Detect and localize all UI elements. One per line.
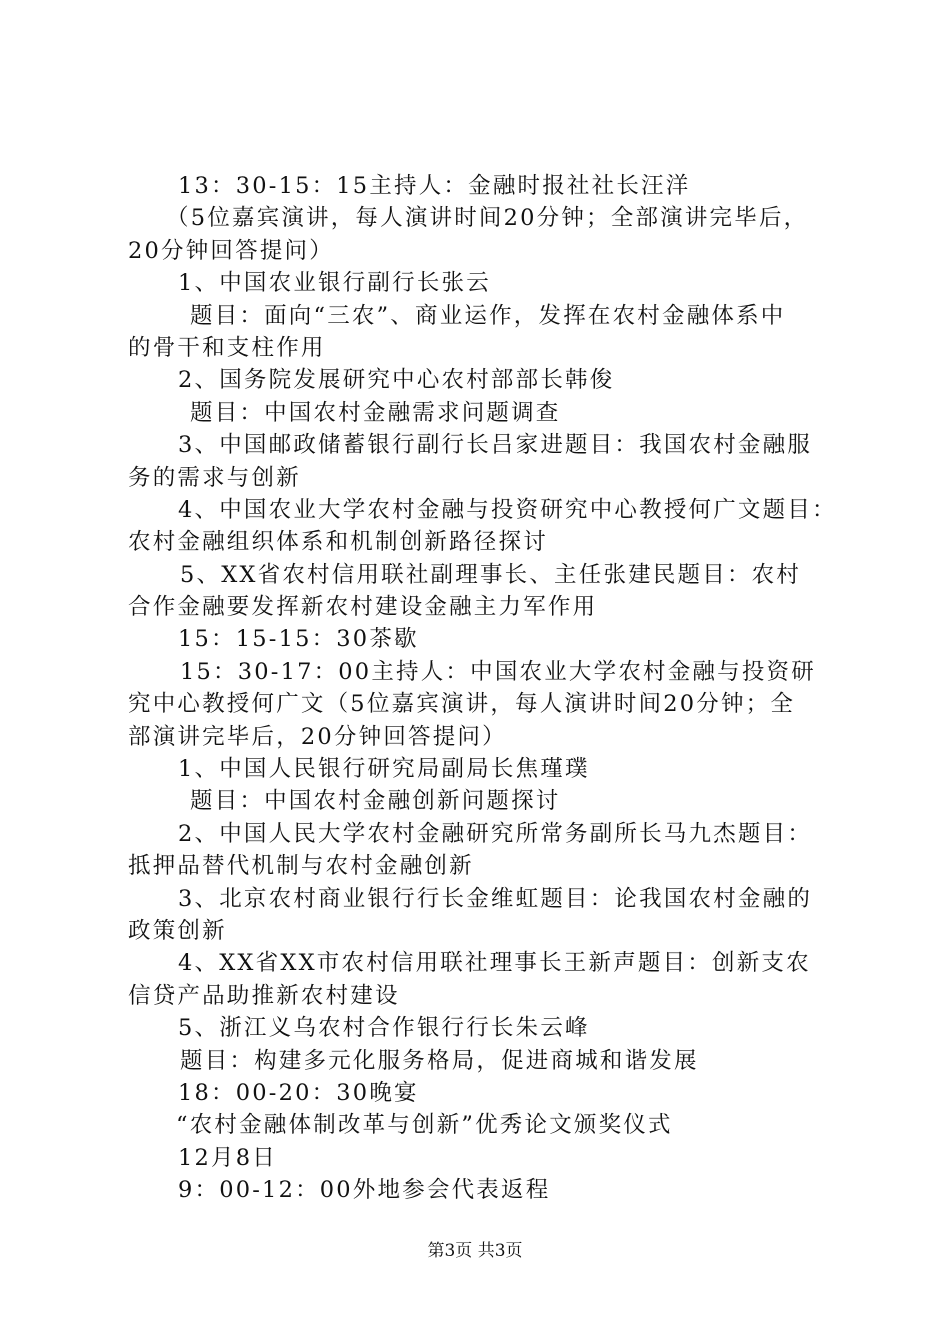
- text-line: 农村金融组织体系和机制创新路径探讨: [128, 529, 548, 556]
- page-number: 第3页 共3页: [427, 1241, 523, 1261]
- text-line: 20分钟回答提问）: [128, 237, 334, 264]
- text-line: 1、中国人民银行研究局副局长焦瑾璞: [178, 756, 590, 783]
- text-line: 12月8日: [178, 1144, 277, 1171]
- text-line: 题目：构建多元化服务格局，促进商城和谐发展: [180, 1047, 699, 1074]
- text-line: 5、浙江义乌农村合作银行行长朱云峰: [178, 1015, 590, 1042]
- text-line: 究中心教授何广文（5位嘉宾演讲，每人演讲时间20分钟；全: [128, 691, 796, 718]
- text-line: 4、XX省XX市农村信用联社理事长王新声题目：创新支农: [178, 950, 811, 977]
- text-line: （5位嘉宾演讲，每人演讲时间20分钟；全部演讲完毕后，: [166, 205, 809, 232]
- text-line: 13：30-15：15主持人：金融时报社社长汪洋: [178, 173, 691, 199]
- text-line: “农村金融体制改革与创新”优秀论文颁奖仪式: [176, 1112, 673, 1139]
- text-line: 1、中国农业银行副行长张云: [178, 270, 491, 297]
- text-line: 9：00-12：00外地参会代表返程: [178, 1177, 551, 1204]
- text-line: 题目：中国农村金融创新问题探讨: [190, 788, 561, 815]
- text-line: 3、北京农村商业银行行长金维虹题目：论我国农村金融的: [178, 885, 813, 912]
- text-line: 合作金融要发挥新农村建设金融主力军作用: [128, 594, 598, 621]
- text-line: 政策创新: [128, 917, 227, 944]
- text-line: 2、国务院发展研究中心农村部部长韩俊: [178, 367, 615, 394]
- text-line: 4、中国农业大学农村金融与投资研究中心教授何广文题目：: [178, 496, 837, 523]
- text-line: 的骨干和支柱作用: [128, 334, 326, 361]
- text-line: 2、中国人民大学农村金融研究所常务副所长马九杰题目：: [178, 820, 813, 847]
- text-line: 信贷产品助推新农村建设: [128, 982, 400, 1009]
- text-line: 3、中国邮政储蓄银行副行长吕家进题目：我国农村金融服: [178, 432, 813, 459]
- text-line: 15：30-17：00主持人：中国农业大学农村金融与投资研: [180, 658, 816, 685]
- text-line: 务的需求与创新: [128, 464, 301, 491]
- text-line: 部演讲完毕后，20分钟回答提问）: [128, 723, 507, 750]
- text-line: 5、XX省农村信用联社副理事长、主任张建民题目：农村: [180, 561, 802, 588]
- text-line: 15：15-15：30茶歇: [178, 626, 419, 653]
- text-line: 抵押品替代机制与农村金融创新: [128, 853, 474, 880]
- document-body: [0, 170, 950, 1207]
- text-line: 18：00-20：30晚宴: [178, 1079, 419, 1106]
- text-line: 题目：中国农村金融需求问题调查: [190, 399, 561, 426]
- text-line: 题目：面向“三农”、商业运作，发挥在农村金融体系中: [190, 302, 786, 329]
